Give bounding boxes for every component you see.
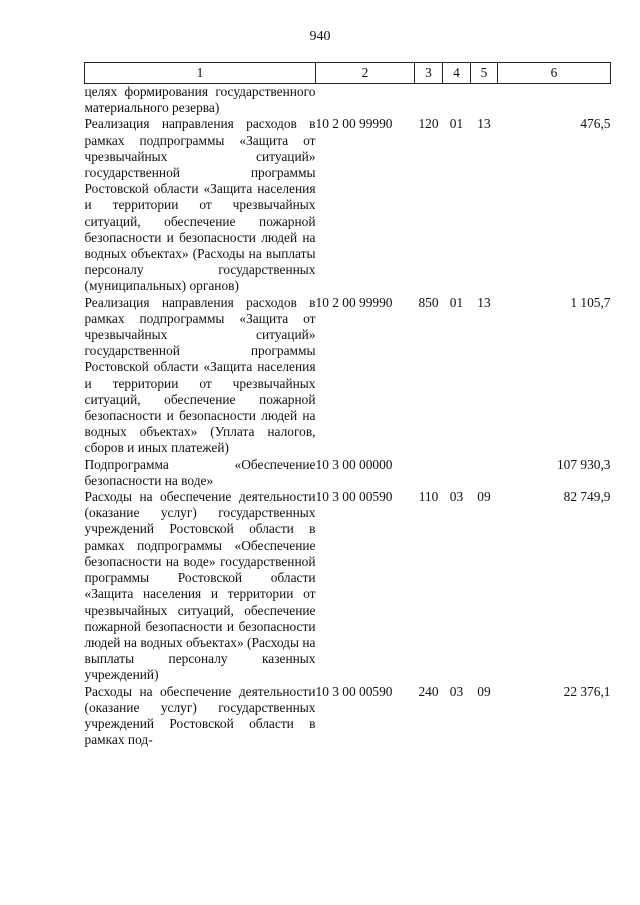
row-pr: 09: [477, 489, 491, 505]
column-header: 6: [498, 63, 611, 84]
row-vr: 240: [418, 683, 439, 699]
row-vr: [415, 84, 443, 117]
row-rz: 03: [449, 683, 464, 699]
row-amount: [498, 84, 611, 117]
row-rz: [443, 457, 471, 489]
row-rz: 01: [449, 294, 464, 310]
row-description: Подпрограмма «Обеспечение безопасности на воде»: [84, 456, 316, 488]
row-vr: [415, 457, 443, 489]
row-pr: 13: [477, 116, 491, 132]
table-header-row: [85, 63, 611, 84]
row-code: 10 2 00 99990: [315, 294, 393, 310]
row-vr: 110: [418, 489, 439, 505]
table-row: [85, 684, 611, 749]
row-description: Расходы на обеспечение деятельности (оказание услуг) государственных учреждений Ростовской области в рамках под-: [84, 683, 316, 748]
row-rz: 03: [449, 489, 464, 505]
row-rz: 01: [449, 116, 464, 132]
row-amount: 1 105,7: [570, 294, 611, 310]
row-amount: 476,5: [580, 116, 611, 132]
table-row: [85, 489, 611, 683]
table-row: [85, 457, 611, 489]
row-pr: 09: [477, 683, 491, 699]
row-vr: 850: [418, 294, 439, 310]
row-code: 10 2 00 99990: [315, 116, 393, 132]
row-code: [316, 84, 415, 117]
column-header: 1: [85, 63, 316, 84]
row-code: 10 3 00 00590: [315, 489, 393, 505]
row-rz: [443, 84, 471, 117]
budget-table: [84, 62, 611, 748]
row-pr: [471, 84, 498, 117]
row-code: 10 3 00 00000: [315, 456, 393, 472]
row-amount: 22 376,1: [563, 683, 611, 699]
row-description: целях формирования государственного материального резерва): [84, 84, 316, 116]
column-header: 4: [443, 63, 471, 84]
row-vr: 120: [418, 116, 439, 132]
row-amount: 82 749,9: [563, 489, 611, 505]
row-description: Расходы на обеспечение деятельности (оказание услуг) государственных учреждений Ростовской области в рамках подпрограммы «Обеспечение безопасности на воде» государственной программы Ростовской области «Защита населения и территории от чрезвычайных ситуаций, обеспечение пожарной безопасности и безопасности людей на водных объектах» (Расходы на выплаты персоналу казенных учреждений): [84, 489, 316, 683]
row-description: Реализация направления расходов в рамках подпрограммы «Защита от чрезвычайных ситуаций» государственной программы Ростовской области «Защита населения и территории от чрезвычайных ситуаций, обеспечение пожарной безопасности и безопасности людей на водных объектах» (Уплата налогов, сборов и иных платежей): [84, 294, 316, 456]
table-row: [85, 84, 611, 117]
column-header: 2: [316, 63, 415, 84]
table-row: [85, 116, 611, 294]
row-amount: 107 930,3: [556, 456, 611, 472]
row-pr: 13: [477, 294, 491, 310]
page-number: 940: [309, 29, 331, 44]
column-header: 5: [471, 63, 498, 84]
table-row: [85, 295, 611, 457]
row-pr: [471, 457, 498, 489]
column-header: 3: [415, 63, 443, 84]
row-code: 10 3 00 00590: [315, 683, 393, 699]
row-description: Реализация направления расходов в рамках подпрограммы «Защита от чрезвычайных ситуаций» государственной программы Ростовской области «Защита населения и территории от чрезвычайных ситуаций, обеспечение пожарной безопасности и безопасности людей на водных объектах» (Расходы на выплаты персоналу государственных (муниципальных) органов): [84, 116, 316, 294]
